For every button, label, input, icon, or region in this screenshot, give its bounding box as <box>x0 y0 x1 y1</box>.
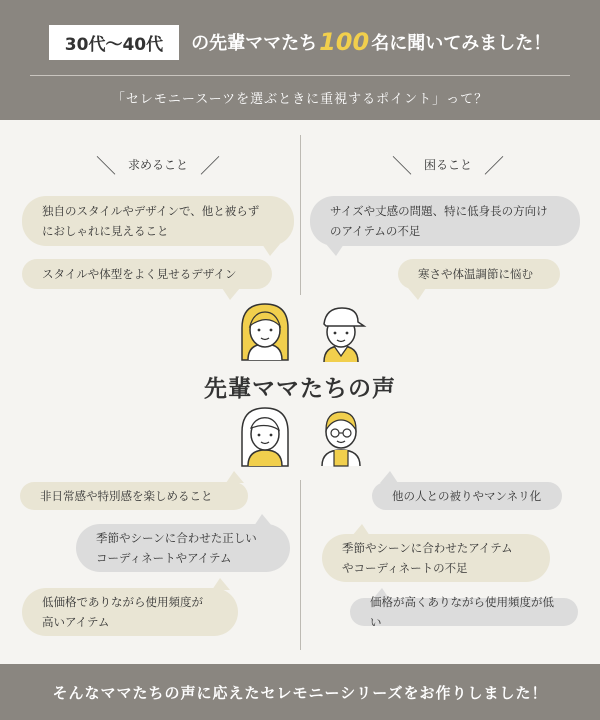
mom-cap-face-icon <box>312 300 370 364</box>
speech-bubble: 寒さや体温調節に悩む <box>398 259 560 289</box>
title-suffix: 名に聞いてみました！ <box>371 33 552 54</box>
title-prefix: の先輩ママたち <box>191 33 318 54</box>
speech-bubble: 価格が高くありながら使用頻度が低い <box>350 598 578 626</box>
speech-bubble: 低価格でありながら使用頻度が 高いアイテム <box>22 588 238 636</box>
header-divider <box>30 75 570 76</box>
speech-bubble: 非日常感や特別感を楽しめること <box>20 482 248 510</box>
voice-title: 先輩ママたちの声 <box>204 376 396 402</box>
speech-bubble: 季節やシーンに合わせた正しい コーディネートやアイテム <box>76 524 290 572</box>
mom-long-hair-face-icon <box>234 402 296 468</box>
age-range-badge: 30代～40代 <box>49 25 179 60</box>
bubble-tail <box>262 244 280 256</box>
header-banner <box>0 0 600 120</box>
title-row <box>0 22 600 62</box>
speech-bubble: 季節やシーンに合わせたアイテム やコーディネートの不足 <box>322 534 550 582</box>
speech-bubble: 他の人との被りやマンネリ化 <box>372 482 562 510</box>
footer-banner <box>0 664 600 720</box>
bubble-tail <box>408 288 426 300</box>
wants-label: ＼ 求めること ／ <box>96 154 221 178</box>
center-divider-bottom <box>300 480 301 650</box>
speech-bubble: サイズや丈感の問題、特に低身長の方向け のアイテムの不足 <box>310 196 580 246</box>
speech-bubble: 独自のスタイルやデザインで、他と被らず におしゃれに見えること <box>22 196 294 246</box>
speech-bubble: スタイルや体型をよく見せるデザイン <box>22 259 272 289</box>
title-number: 100 <box>319 28 370 56</box>
bubble-tail <box>326 244 344 256</box>
footer-text: そんなママたちの声に応えたセレモニーシリーズをお作りしました！ <box>52 683 548 702</box>
mom-glasses-face-icon <box>312 402 370 468</box>
bubble-tail <box>222 288 240 300</box>
mom-face-icon <box>236 300 294 364</box>
subtitle: 「セレモニースーツを選ぶときに重視するポイント」って？ <box>111 92 489 107</box>
center-divider-top <box>300 135 301 295</box>
troubles-label: ＼ 困ること ／ <box>392 154 505 178</box>
